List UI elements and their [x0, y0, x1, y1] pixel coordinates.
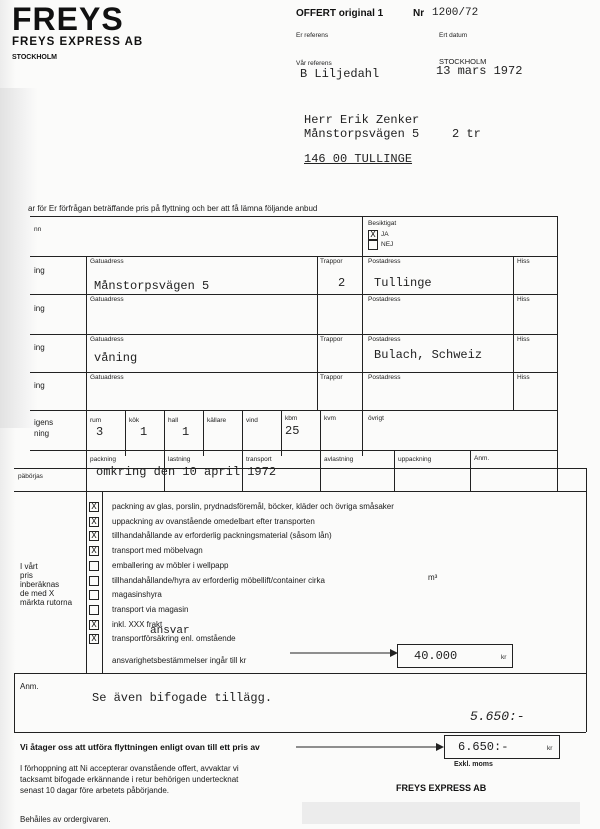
recipient-street: Månstorpsvägen 5 — [304, 127, 420, 141]
closing-signoff: FREYS EXPRESS AB — [396, 783, 487, 793]
row2-side-label: ing — [34, 304, 45, 313]
service-item-label: transportförsäkring enl. omstående — [112, 634, 236, 643]
hall-label: hall — [168, 417, 179, 424]
row4-gatuadress-label: Gatuadress — [90, 374, 124, 381]
row3-trappor-label: Trappor — [320, 336, 343, 343]
row3-postadress-value: Bulach, Schweiz — [374, 348, 483, 362]
row2-hiss-label: Hiss — [517, 296, 530, 303]
kallare-label: källare — [207, 417, 227, 424]
recipient-name: Herr Erik Zenker — [304, 113, 420, 127]
company-logo: FREYS — [12, 1, 124, 37]
service-checkbox — [89, 605, 99, 615]
ansvar-line: ansvarighetsbestämmelser ingår till kr — [112, 656, 247, 665]
row3-postadress-label: Postadress — [368, 336, 401, 343]
service-item-label: transport via magasin — [112, 605, 189, 614]
timing-value: omkring den 10 april 1972 — [96, 465, 277, 479]
closing-line-2: tacksamt bifogade erkännande i retur behörigen undertecknat — [20, 775, 239, 784]
offer-number: 1200/72 — [432, 7, 479, 19]
arrow-right-icon — [296, 742, 444, 752]
offer-date: 13 mars 1972 — [436, 64, 523, 78]
rooms-side-label-2: ning — [34, 429, 50, 438]
nr-label: Nr — [413, 8, 425, 19]
row4-side-label: ing — [34, 381, 45, 390]
row1-postadress-label: Postadress — [368, 258, 401, 265]
vind-label: vind — [246, 417, 258, 424]
row1-gatuadress-value: Månstorpsvägen 5 — [94, 279, 210, 293]
services-side-4: de med X — [20, 589, 55, 598]
transport-label: transport — [246, 456, 272, 463]
row1-side-label: ing — [34, 266, 45, 275]
handwritten-total: 5.650:- — [470, 709, 525, 724]
intro-text: ar för Er förfrågan beträffande pris på flyttning och ber att få lämna följande anbud — [28, 204, 318, 213]
ansvar-handwritten: ansvar — [150, 625, 190, 637]
row4-hiss-label: Hiss — [517, 374, 530, 381]
service-checkbox — [89, 576, 99, 586]
service-checkbox: X — [89, 634, 99, 644]
service-item-label: tillhandahållande/hyra av erforderlig möbellift/container cirka — [112, 576, 326, 585]
service-item-label: transport med möbelvagn — [112, 546, 203, 555]
ja-label: JA — [381, 231, 389, 238]
service-checkbox: X — [89, 620, 99, 630]
anm-label: Anm. — [20, 682, 39, 691]
uppackning-label: uppackning — [398, 456, 432, 463]
offert-title: OFFERT original 1 — [296, 8, 384, 19]
var-referens-value: B Liljedahl — [300, 67, 380, 81]
var-referens-label: Vår referens — [296, 60, 332, 67]
date-place: STOCKHOLM — [439, 57, 487, 66]
service-checkbox — [89, 561, 99, 571]
services-side-5: märkta rutorna — [20, 598, 73, 607]
nej-label: NEJ — [381, 241, 394, 248]
service-item-label: packning av glas, porslin, prydnadsföremål, böcker, kläder och övriga småsaker — [112, 502, 394, 511]
recipient-floor: 2 tr — [452, 127, 481, 141]
services-side-3: inberäknas — [20, 580, 60, 589]
service-item-label: uppackning av ovanstående omedelbart efter transporten — [112, 517, 315, 526]
row1-trappor-label: Trappor — [320, 258, 343, 265]
footer-text: Behåiles av ordergivaren. — [20, 815, 111, 824]
company-city: STOCKHOLM — [12, 54, 57, 61]
rum-value: 3 — [96, 425, 104, 439]
kok-label: kök — [129, 417, 140, 424]
rooms-side-label-1: igens — [34, 418, 54, 427]
row2-postadress-label: Postadress — [368, 296, 401, 303]
paper-fold-shadow-2 — [0, 88, 38, 428]
row1-hiss-label: Hiss — [517, 258, 530, 265]
final-price-note: Exkl. moms — [454, 761, 493, 768]
service-checkbox: X — [89, 502, 99, 512]
service-checkbox: X — [89, 517, 99, 527]
kbm-label: kbm — [285, 415, 298, 422]
final-price-value: 6.650:- — [458, 740, 509, 754]
timing-anm-label: Anm. — [474, 455, 490, 462]
besiktigat-ja-checkbox: X — [368, 230, 378, 240]
service-item-label: magasinshyra — [112, 590, 162, 599]
rum-label: rum — [90, 417, 102, 424]
packning-label: packning — [90, 456, 117, 463]
services-side-1: I vårt — [20, 562, 38, 571]
row1-gatuadress-label: Gatuadress — [90, 258, 124, 265]
redacted-signature-area — [302, 802, 580, 824]
besiktigat-label: Besiktigat — [368, 220, 397, 227]
final-price-kr: kr — [547, 745, 553, 752]
closing-line-1: I förhoppning att Ni accepterar ovanstående offert, avvaktar vi — [20, 764, 239, 773]
anm-value: Se även bifogade tillägg. — [92, 691, 273, 705]
row3-hiss-label: Hiss — [517, 336, 530, 343]
arrow-right-icon — [290, 648, 398, 658]
offer-line: Vi åtager oss att utföra flyttningen enligt ovan till ett pris av — [20, 742, 260, 752]
m3-label: m³ — [428, 573, 438, 582]
ovrigt-label: övrigt — [368, 415, 384, 422]
row1-postadress-value: Tullinge — [374, 276, 432, 290]
services-side-2: pris — [20, 571, 33, 580]
service-item-label: inkl. XXX frakt — [112, 620, 163, 629]
hall-value: 1 — [182, 425, 190, 439]
price-value: 40.000 — [414, 649, 458, 663]
besiktigat-nej-checkbox — [368, 240, 378, 250]
closing-line-3: senast 10 dagar före arbetets påbörjande. — [20, 786, 169, 795]
row3-side-label: ing — [34, 343, 45, 352]
row4-postadress-label: Postadress — [368, 374, 401, 381]
kvm-label: kvm — [324, 415, 336, 422]
service-checkbox — [89, 590, 99, 600]
timing-side-label: päbörjas — [18, 473, 43, 480]
er-referens-label: Er referens — [296, 32, 329, 39]
service-item-label: emballering av möbler i wellpapp — [112, 561, 229, 570]
row4-trappor-label: Trappor — [320, 374, 343, 381]
namn-label: nn — [34, 226, 42, 233]
avlastning-label: avlastning — [324, 456, 354, 463]
row2-gatuadress-label: Gatuadress — [90, 296, 124, 303]
price-kr: kr — [501, 654, 507, 661]
kbm-value: 25 — [285, 424, 300, 438]
company-name: FREYS EXPRESS AB — [12, 36, 144, 48]
service-checkbox: X — [89, 546, 99, 556]
row1-trappor-value: 2 — [338, 276, 346, 290]
ert-datum-label: Ert datum — [439, 32, 468, 39]
lastning-label: lastning — [168, 456, 191, 463]
kok-value: 1 — [140, 425, 148, 439]
service-checkbox: X — [89, 531, 99, 541]
service-item-label: tillhandahållande av erforderlig packningsmaterial (såsom lån) — [112, 531, 332, 540]
row3-gatuadress-label: Gatuadress — [90, 336, 124, 343]
recipient-postal: 146 00 TULLINGE — [304, 152, 413, 166]
row3-gatuadress-value: våning — [94, 351, 138, 365]
